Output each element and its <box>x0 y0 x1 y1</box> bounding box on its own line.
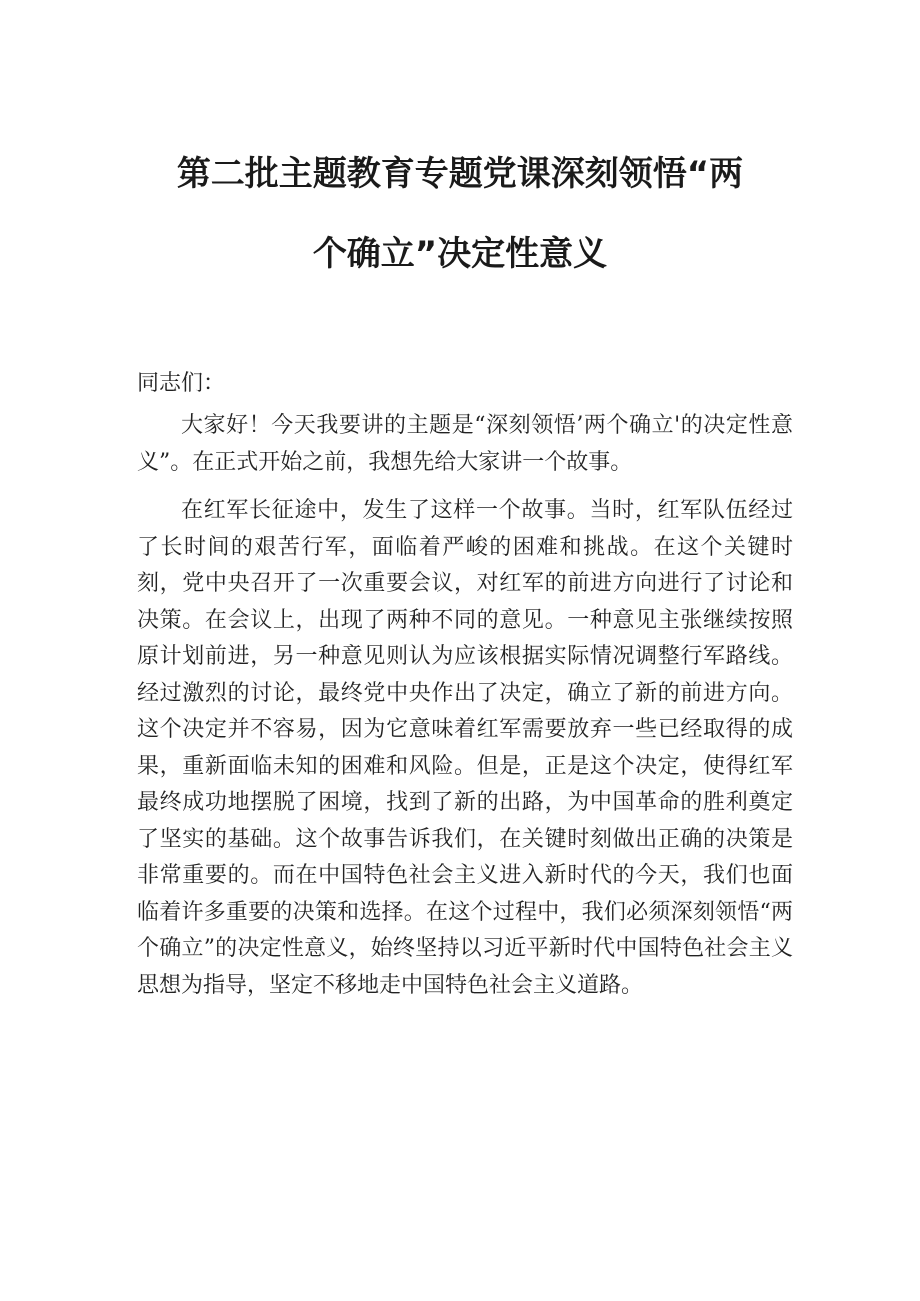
salutation: 同志们： <box>137 371 226 396</box>
paragraph-greeting: 大家好！今天我要讲的主题是“深刻领悟’两个确立'的决定性意义”。在正式开始之前，我想先给大家讲一个故事。 <box>137 413 793 475</box>
paragraph-story: 在红军长征途中，发生了这样一个故事。当时，红军队伍经过了长时间的艰苦行军，面临着严峻的困难和挑战。在这个关键时刻，党中央召开了一次重要会议，对红军的前进方向进行了讨论和决策。在会议上，出现了两种不同的意见。一种意见主张继续按照原计划前进，另一种意见则认为应该根据实际情况调整行军路线。经过激烈的讨论，最终党中央作出了决定，确立了新的前进方向。这个决定并不容易，因为它意味着红军需要放弃一些已经取得的成果，重新面临未知的困难和风险。但是，正是这个决定，使得红军最终成功地摆脱了困境，找到了新的出路，为中国革命的胜利奠定了坚实的基础。这个故事告诉我们，在关键时刻做出正确的决策是非常重要的。而在中国特色社会主义进入新时代的今天，我们也面临着许多重要的决策和选择。在这个过程中，我们必须深刻领悟“两个确立”的决定性意义，始终坚持以习近平新时代中国特色社会主义思想为指导，坚定不移地走中国特色社会主义道路。 <box>137 498 793 998</box>
document-title-line-1: 第二批主题教育专题党课深刻领悟“两 <box>176 154 744 194</box>
document-title-line-2: 个确立”决定性意义 <box>312 234 608 274</box>
